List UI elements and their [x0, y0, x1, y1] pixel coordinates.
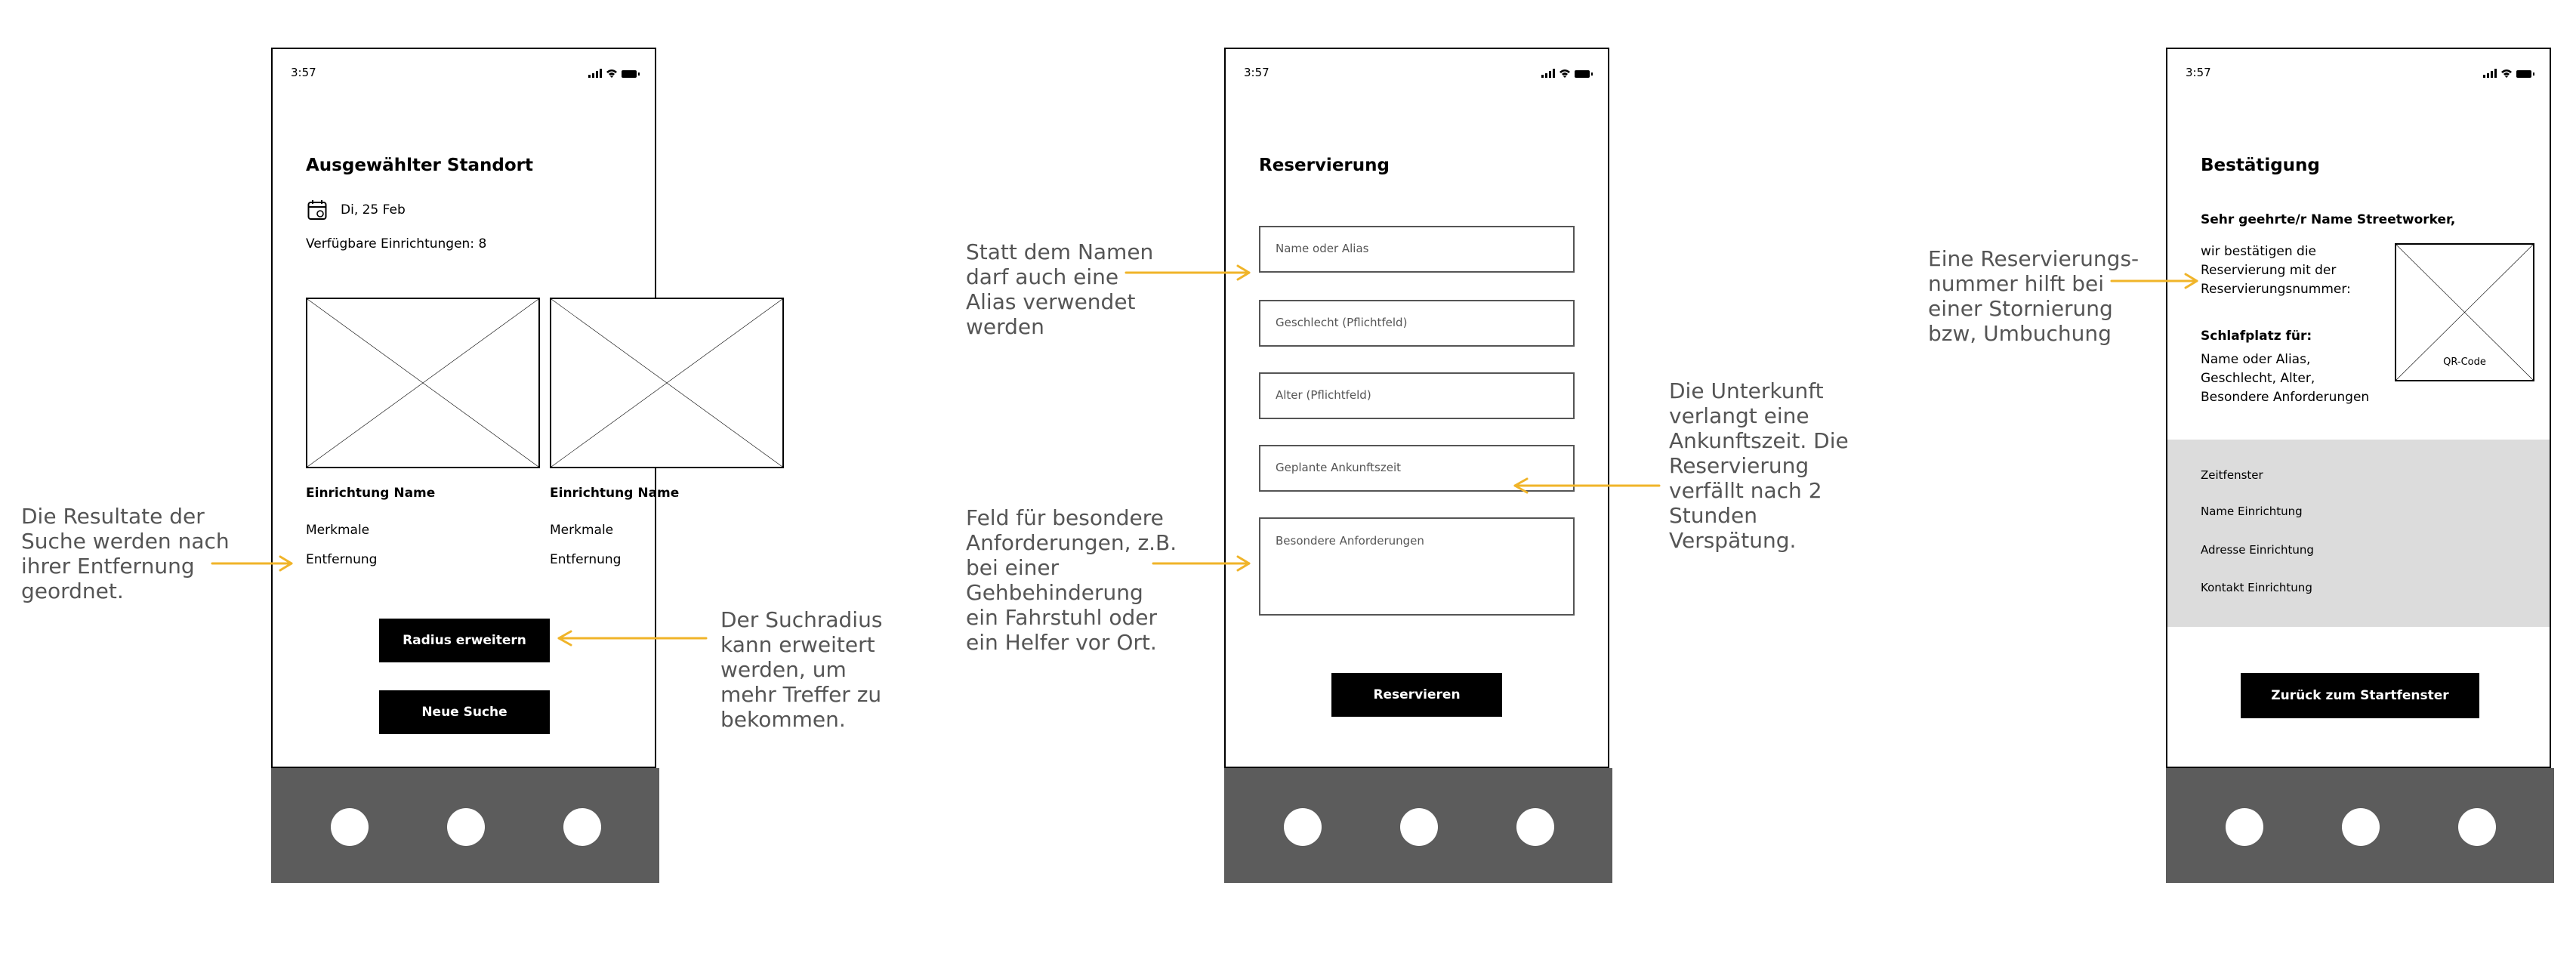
confirm-line: Reservierung mit der	[2201, 263, 2337, 278]
annotation-line: Gehbehinderung	[966, 580, 1143, 605]
annotation-line: Reservierung	[1669, 453, 1809, 478]
annotation-line: Die Resultate der	[21, 504, 205, 529]
detail-time-window: Zeitfenster	[2201, 468, 2263, 482]
page-title: Reservierung	[1259, 156, 1390, 175]
status-time: 3:57	[2186, 66, 2211, 79]
back-to-start-button[interactable]: Zurück zum Startfenster	[2241, 673, 2479, 718]
gender-field-placeholder: Geschlecht (Pflichtfeld)	[1276, 316, 1408, 329]
annotation-line: Die Unterkunft	[1669, 378, 1824, 403]
expand-radius-button[interactable]: Radius erweitern	[379, 619, 550, 662]
annotation-line: ihrer Entfernung	[21, 554, 195, 579]
requirements-placeholder: Besondere Anforderungen	[1276, 534, 1424, 548]
facility-features: Merkmale	[550, 523, 614, 538]
annotation-line: Alias verwendet	[966, 289, 1136, 314]
annotation-line: ein Helfer vor Ort.	[966, 630, 1157, 655]
arrow-alias	[1126, 266, 1249, 279]
annotation-line: verfällt nach 2	[1669, 478, 1822, 503]
annotation-line: Der Suchradius	[720, 607, 883, 632]
arrow-reservation-number	[2112, 274, 2197, 288]
facility-features: Merkmale	[306, 523, 370, 538]
annotation-line: werden	[966, 314, 1044, 339]
annotation-line: ein Fahrstuhl oder	[966, 605, 1157, 630]
annotation-line: bekommen.	[720, 707, 846, 732]
facility-distance: Entfernung	[550, 552, 622, 567]
annotation-line: Feld für besondere	[966, 505, 1164, 530]
annotation-line: Eine Reservierungs-	[1928, 246, 2139, 271]
sleep-spot-line: Geschlecht, Alter,	[2201, 371, 2315, 386]
name-field-placeholder: Name oder Alias	[1276, 242, 1369, 255]
annotation-line: einer Stornierung	[1928, 296, 2113, 321]
age-field-placeholder: Alter (Pflichtfeld)	[1276, 388, 1371, 402]
annotation-line: geordnet.	[21, 579, 124, 603]
annotation-line: darf auch eine	[966, 264, 1119, 289]
arrival-time-placeholder: Geplante Ankunftszeit	[1276, 461, 1401, 474]
annotation-line: mehr Treffer zu	[720, 682, 882, 707]
greeting: Sehr geehrte/r Name Streetworker,	[2201, 212, 2456, 227]
qr-code-label: QR-Code	[2443, 356, 2486, 368]
facility-name: Einrichtung Name	[306, 486, 436, 501]
status-time: 3:57	[291, 66, 316, 79]
reserve-button[interactable]: Reservieren	[1331, 673, 1502, 717]
annotation-line: kann erweitert	[720, 632, 875, 657]
arrow-arrival	[1515, 479, 1659, 492]
facility-distance: Entfernung	[306, 552, 378, 567]
annotation-line: werden, um	[720, 657, 847, 682]
sleep-spot-line: Besondere Anforderungen	[2201, 390, 2370, 405]
sleep-spot-line: Name oder Alias,	[2201, 352, 2311, 367]
detail-facility-address: Adresse Einrichtung	[2201, 543, 2314, 557]
annotation-line: Verspätung.	[1669, 528, 1797, 553]
annotation-line: Suche werden nach	[21, 529, 230, 554]
selected-date: Di, 25 Feb	[341, 202, 406, 218]
annotation-line: verlangt eine	[1669, 403, 1809, 428]
arrow-radius	[559, 631, 706, 645]
annotation-line: bei einer	[966, 555, 1060, 580]
annotation-line: Ankunftszeit. Die	[1669, 428, 1849, 453]
facility-name: Einrichtung Name	[550, 486, 680, 501]
arrow-requirements	[1153, 557, 1249, 570]
confirm-line: wir bestätigen die	[2201, 244, 2316, 259]
annotation-line: Anforderungen, z.B.	[966, 530, 1177, 555]
annotation-line: nummer hilft bei	[1928, 271, 2105, 296]
annotation-line: Statt dem Namen	[966, 239, 1154, 264]
detail-facility-contact: Kontakt Einrichtung	[2201, 581, 2312, 594]
confirm-line: Reservierungsnummer:	[2201, 282, 2351, 297]
page-title: Bestätigung	[2201, 156, 2320, 175]
available-count: Verfügbare Einrichtungen: 8	[306, 236, 487, 252]
detail-facility-name: Name Einrichtung	[2201, 505, 2303, 518]
sleep-spot-label: Schlafplatz für:	[2201, 329, 2312, 344]
annotation-line: bzw, Umbuchung	[1928, 321, 2112, 346]
new-search-button[interactable]: Neue Suche	[379, 690, 550, 734]
page-title: Ausgewählter Standort	[306, 156, 533, 175]
status-time: 3:57	[1244, 66, 1269, 79]
annotation-line: Stunden	[1669, 503, 1757, 528]
arrow-results	[212, 557, 292, 570]
